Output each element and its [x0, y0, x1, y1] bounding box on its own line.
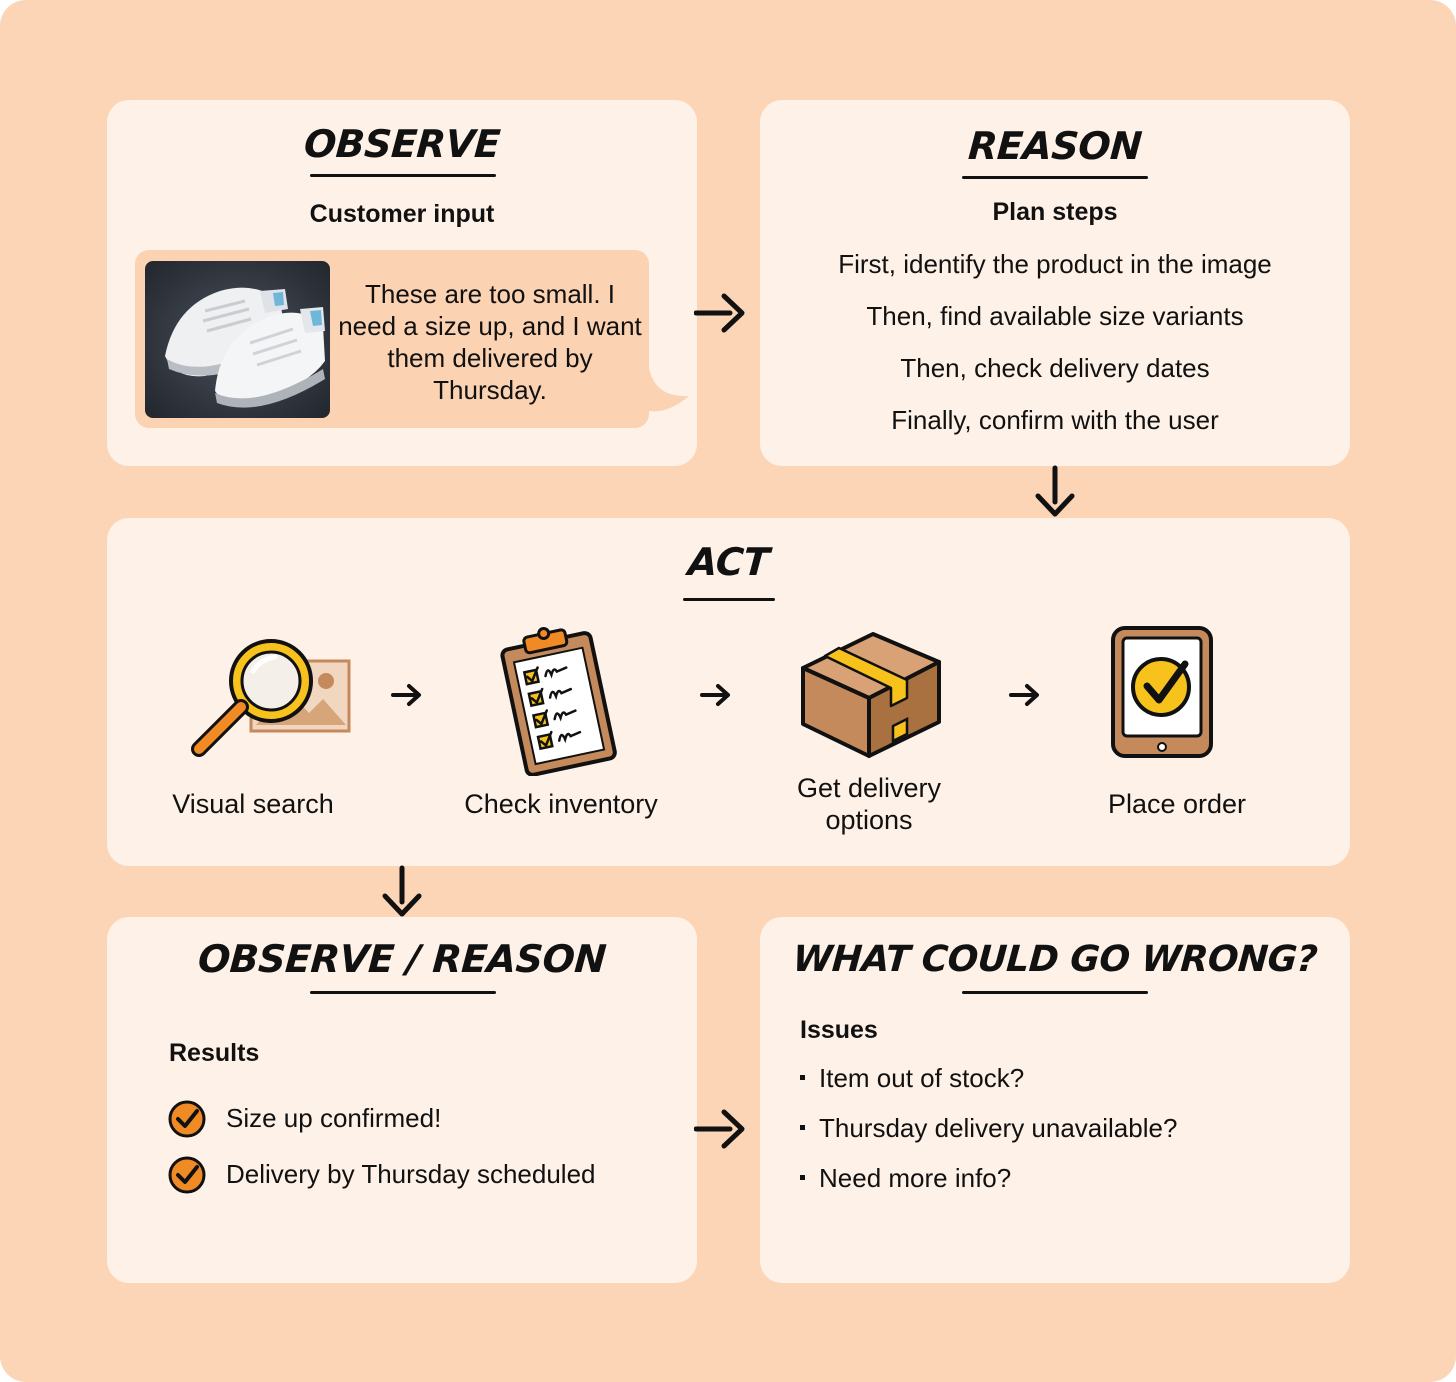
check-circle-icon	[167, 1099, 207, 1139]
issue-item-text: Thursday delivery unavailable?	[819, 1113, 1178, 1143]
result-item-1: Size up confirmed!	[226, 1103, 442, 1133]
result-item-2: Delivery by Thursday scheduled	[226, 1159, 596, 1189]
observe-subheading: Customer input	[309, 200, 495, 228]
issues-subheading: Issues	[800, 1016, 878, 1044]
arrow-down-reason-to-act	[1034, 464, 1076, 520]
arrow-right-observe-to-reason	[694, 292, 748, 334]
arrow-down-act-to-observe-reason	[381, 864, 423, 920]
act-title-underline	[683, 598, 775, 601]
bubble-tail	[645, 368, 691, 416]
arrow-right-1	[390, 681, 424, 709]
issue-item	[800, 1063, 1024, 1094]
act-title: ACT	[686, 540, 771, 584]
observe-reason-title-underline	[310, 991, 496, 994]
observe-reason-card	[107, 917, 697, 1283]
issue-item	[800, 1113, 1177, 1144]
issue-item	[800, 1163, 1011, 1194]
act-step-check-inventory: Check inventory	[464, 789, 658, 819]
plan-step-2: Then, find available size variants	[866, 301, 1244, 331]
issue-item-text: Item out of stock?	[819, 1063, 1025, 1093]
clipboard-checklist-icon	[493, 626, 623, 776]
reason-title: REASON	[966, 124, 1144, 168]
reason-title-underline	[962, 176, 1148, 179]
customer-message: These are too small. I need a size up, and I want them delivered by Thursday.	[338, 279, 642, 405]
tablet-check-icon	[1109, 624, 1215, 760]
observe-card	[107, 100, 697, 466]
check-circle-icon	[167, 1155, 207, 1195]
what-could-go-wrong-card	[760, 917, 1350, 1283]
arrow-right-2	[699, 681, 733, 709]
bullet-dot	[800, 1075, 805, 1080]
reason-card	[760, 100, 1350, 466]
plan-step-4: Finally, confirm with the user	[891, 405, 1219, 435]
what-could-go-wrong-underline	[962, 991, 1148, 994]
speech-bubble	[135, 250, 649, 428]
bullet-dot	[800, 1125, 805, 1130]
arrow-right-3	[1008, 681, 1042, 709]
plan-step-1: First, identify the product in the image	[838, 249, 1272, 279]
act-step-get-delivery-options: Get delivery options	[796, 773, 942, 835]
magnifier-image-icon	[191, 633, 361, 773]
arrow-right-results-to-issues	[694, 1108, 748, 1150]
bullet-dot	[800, 1175, 805, 1180]
what-could-go-wrong-title: WHAT COULD GO WRONG?	[791, 939, 1319, 980]
plan-step-3: Then, check delivery dates	[900, 353, 1210, 383]
observe-title: OBSERVE	[302, 122, 502, 166]
act-step-place-order: Place order	[1107, 789, 1247, 819]
observe-reason-title: OBSERVE / REASON	[196, 937, 608, 981]
results-subheading: Results	[169, 1039, 260, 1067]
reason-subheading: Plan steps	[992, 198, 1118, 226]
act-card	[107, 518, 1350, 866]
issue-item-text: Need more info?	[819, 1163, 1012, 1193]
package-box-icon	[795, 626, 945, 766]
act-step-visual-search: Visual search	[172, 789, 334, 819]
observe-title-underline	[310, 174, 496, 177]
shoe-photo	[145, 261, 330, 418]
